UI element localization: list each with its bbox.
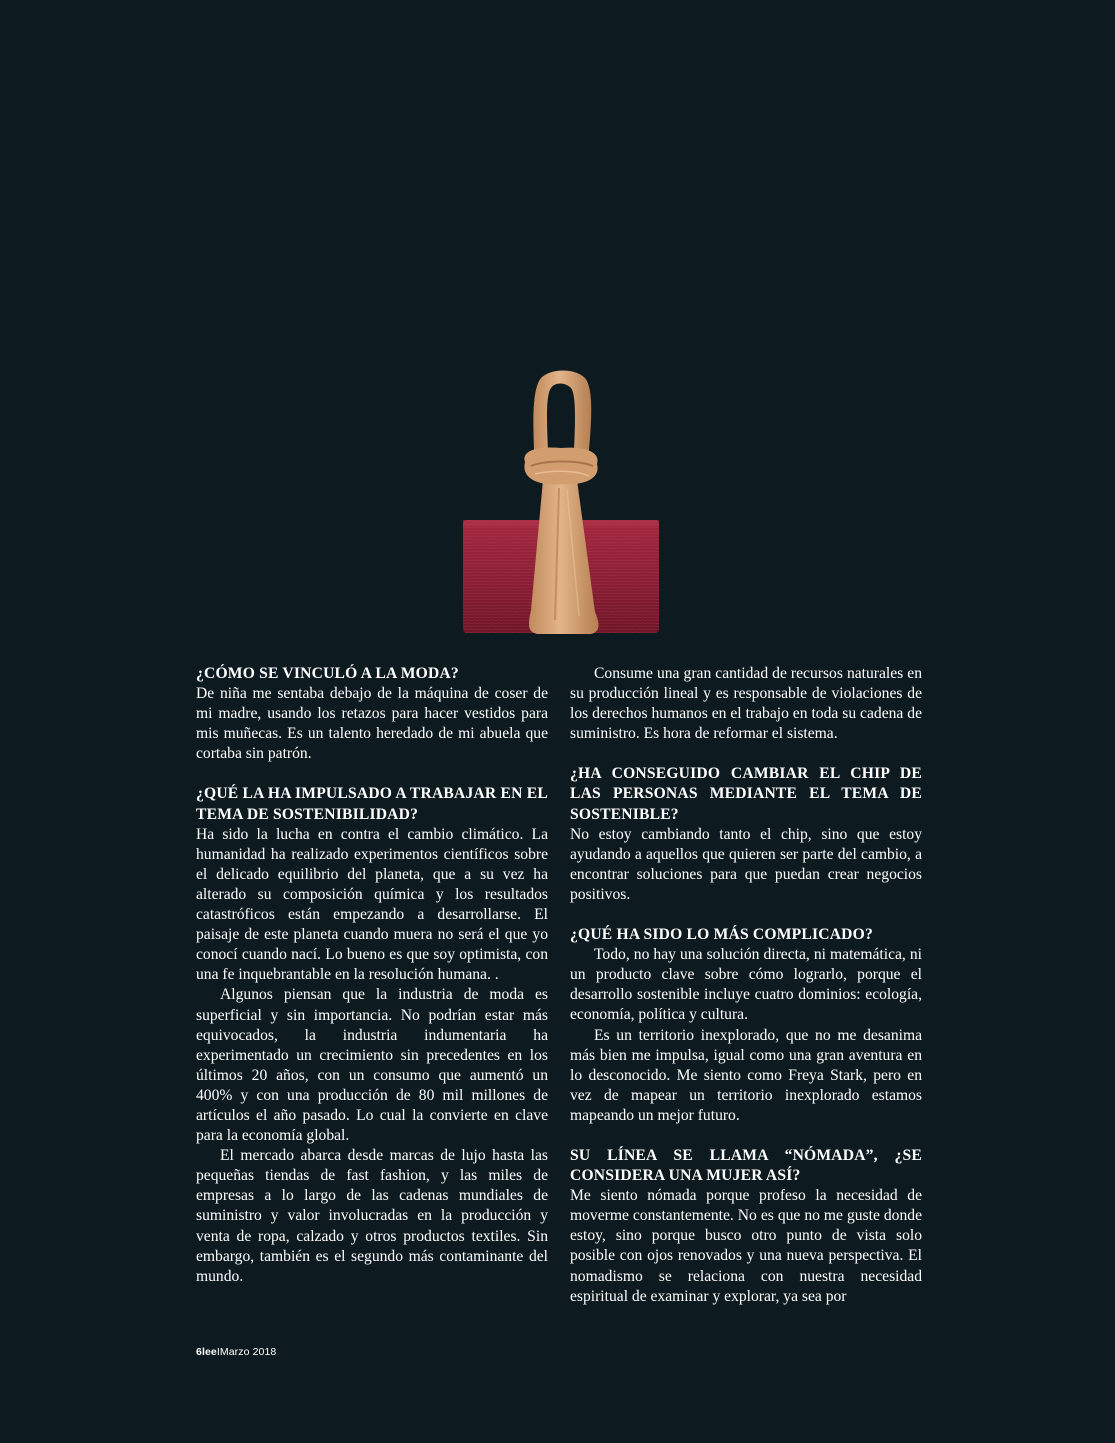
issue-date: Marzo 2018 — [219, 1346, 277, 1358]
article-left-column — [196, 664, 548, 1287]
answer-paragraph: De niña me sentaba debajo de la máquina de coser de mi madre, usando los retazos para hacer vestidos para mis muñecas. Es un talento heredado de mi abuela que cortaba sin patrón. — [196, 685, 548, 763]
question-heading-2: ¿QUÉ LA HA IMPULSADO A TRABAJAR EN EL TEMA DE SOSTENIBILIDAD? — [196, 785, 548, 823]
question-heading-3: ¿HA CONSEGUIDO CAMBIAR EL CHIP DE LAS PERSONAS MEDIANTE EL TEMA DE SOSTENIBLE? — [570, 765, 922, 823]
answer-paragraph: Consume una gran cantidad de recursos naturales en su producción lineal y es responsable de violaciones de los derechos humanos en el trabajo en toda su cadena de suministro. Es hora de reformar el sistema. — [570, 665, 922, 743]
question-heading-1: ¿CÓMO SE VINCULÓ A LA MODA? — [196, 665, 459, 682]
answer-paragraph: Todo, no hay una solución directa, ni matemática, ni un producto clave sobre cómo lograrlo, porque el desarrollo sostenible incluye cuatro dominios: ecología, economía, política y cultura. — [570, 946, 922, 1024]
answer-paragraph: Es un territorio inexplorado, que no me desanima más bien me impulsa, igual como una gran aventura en lo desconocido. Me siento como Freya Stark, pero en vez de mapear un territorio inexplorado estamos mapeando un mejor futuro. — [570, 1026, 922, 1124]
question-heading-4: ¿QUÉ HA SIDO LO MÁS COMPLICADO? — [570, 926, 873, 944]
folio-separator: I — [216, 1346, 220, 1358]
answer-paragraph: No estoy cambiando tanto el chip, sino que estoy ayudando a aquellos que quieren ser parte del cambio, a encontrar soluciones para que puedan crear negocios positivos. — [570, 825, 922, 903]
page-folio — [196, 1346, 276, 1358]
answer-paragraph: Ha sido la lucha en contra el cambio climático. La humanidad ha realizado experimentos científicos sobre el delicado equilibrio del planeta, que a su vez ha alterado su composición química y los resultados catastróficos están empezando a desarrollarse. El paisaje de este planeta cuando muera no será el que yo conocí cuando nací. Lo bueno es que soy optimista, con una fe inquebrantable en la resolución humana. . — [196, 825, 548, 984]
handbag-image — [455, 370, 665, 636]
answer-paragraph: Me siento nómada porque profeso la necesidad de moverme constantemente. No es que no me guste donde estoy, sino porque busco otro punto de vista solo posible con ojos renovados y una nueva perspectiva. El nomadismo se relaciona con nuestra necesidad espiritual de examinar y explorar, ya sea por — [570, 1187, 922, 1305]
answer-paragraph: El mercado abarca desde marcas de lujo hasta las pequeñas tiendas de fast fashion, y las miles de empresas a lo largo de las cadenas mundiales de suministro y valor involucradas en la producción y venta de ropa, calzado y otros productos textiles. Sin embargo, también es el segundo más contaminante del mundo. — [196, 1147, 548, 1285]
magazine-name: lee — [201, 1346, 217, 1358]
article-right-column — [570, 664, 922, 1307]
answer-paragraph: Algunos piensan que la industria de moda es superficial y sin importancia. No podrían estar más equivocados, la industria indumentaria ha experimentado un crecimiento sin precedentes en los últimos 20 años, con un consumo que aumentó un 400% y con una producción de 80 mil millones de artículos el año pasado. Lo cual la convierte en clave para la economía global. — [196, 986, 548, 1145]
page-number: 6 — [196, 1346, 202, 1358]
question-heading-5: SU LÍNEA SE LLAMA “NÓMADA”, ¿SE CONSIDERA UNA MUJER ASÍ? — [570, 1146, 922, 1185]
